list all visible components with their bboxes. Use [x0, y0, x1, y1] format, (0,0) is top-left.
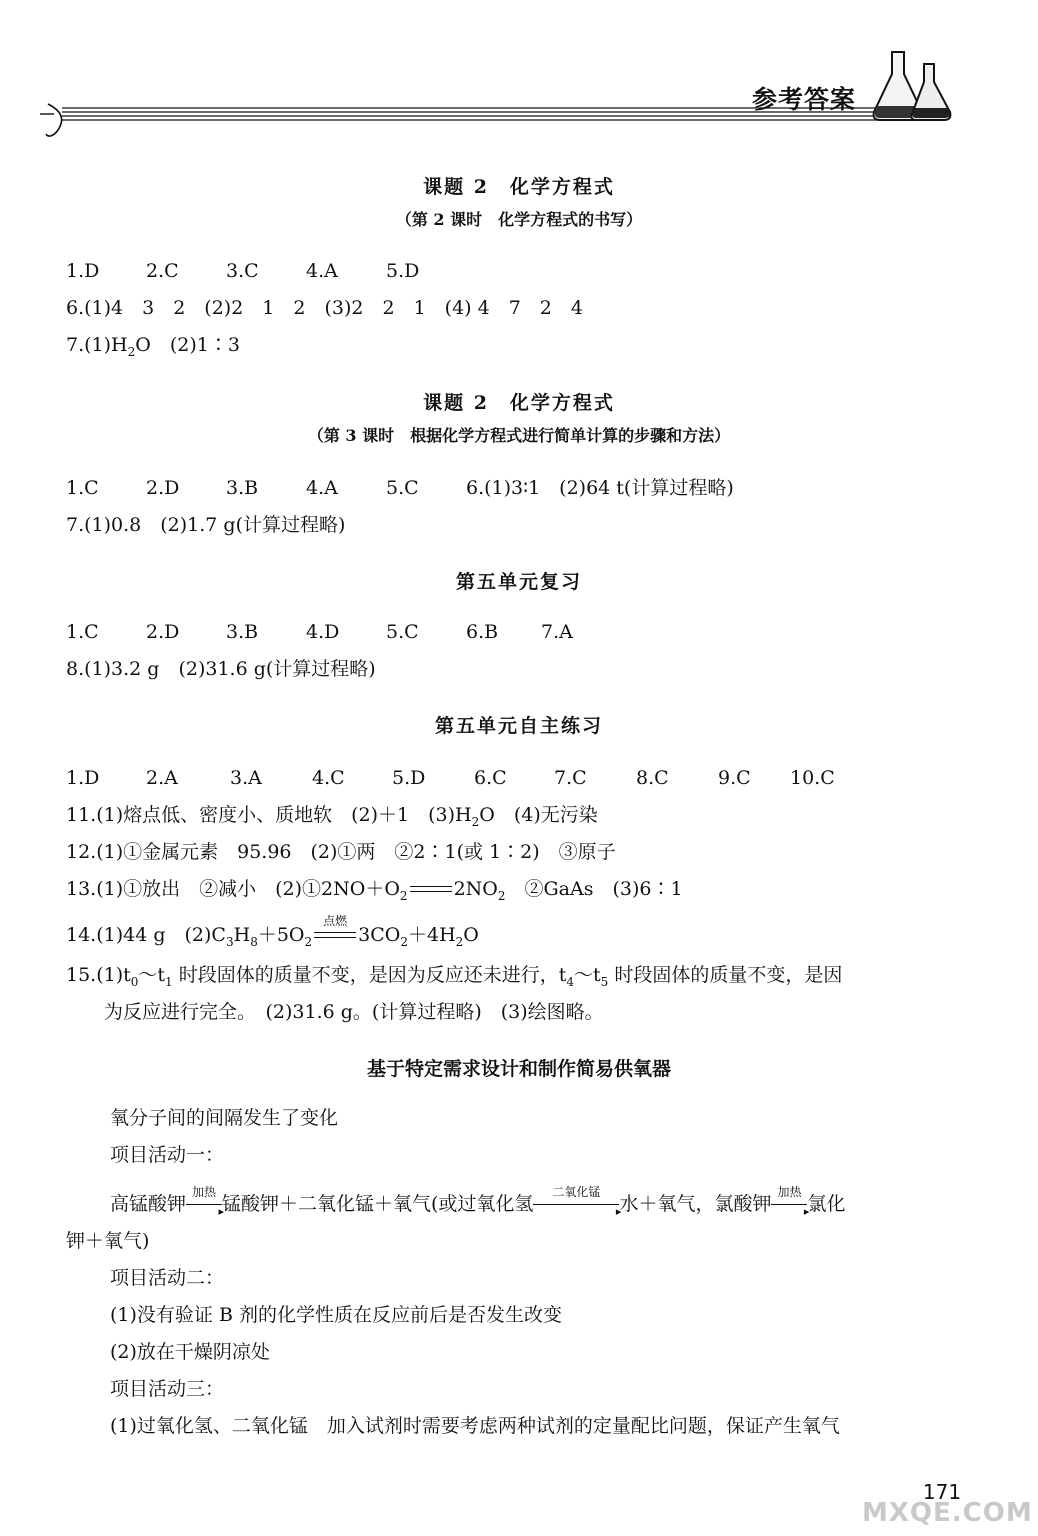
answer-item: 4.A — [306, 260, 338, 282]
answer-row — [66, 257, 966, 285]
section-title: 第五单元自主练习 — [434, 715, 603, 737]
answer-item: 3.B — [226, 477, 259, 499]
answer-item: 1.C — [66, 477, 99, 499]
answer-item: 1.C — [66, 621, 99, 643]
answer-line: 氧分子间的间隔发生了变化 — [110, 1107, 339, 1129]
answer-line: 11.(1)熔点低、密度小、质地软 (2)＋1 $(3)H_2O$ (4)无污染 — [66, 804, 598, 829]
answer-item: 4.A — [306, 477, 338, 499]
answer-item: 3.C — [226, 260, 259, 282]
page-number: 171 — [922, 1480, 962, 1504]
answer-item: 2.D — [146, 621, 180, 643]
answer-line: 项目活动二： — [110, 1267, 225, 1289]
answer-line: 12.(1)①金属元素 95.96 (2)①两 ②2∶1(或 1∶2) ③原子 — [66, 841, 616, 863]
reaction-arrow: 加热 ▸ — [186, 1192, 222, 1212]
answer-line: 8.(1)3.2 g (2)31.6 g(计算过程略) — [66, 658, 376, 680]
flask-icon — [870, 48, 960, 124]
header-title: 参考答案 — [752, 85, 857, 114]
answer-item: 5.D — [392, 767, 426, 789]
answer-item: 6.B — [466, 621, 499, 643]
answer-line: (2)放在干燥阴凉处 — [110, 1341, 270, 1363]
answer-line: 13.(1)①放出 ②减小 $(2)①2NO+O_2$ $2NO_2$ ②GaAs (3)6∶1 — [66, 878, 683, 903]
answer-line: 为反应进行完全。 (2)31.6 g。(计算过程略) (3)绘图略。 — [104, 1001, 604, 1023]
answer-item: 4.C — [312, 767, 345, 789]
answer-item: 3.A — [230, 767, 262, 789]
answer-line: $15.(1)t_0\sim t_1$ 时段固体的质量不变，是因为反应还未进行，$t_4\sim t_5$ 时段固体的质量不变，是因 — [66, 964, 843, 989]
equals-sign — [408, 877, 454, 897]
answer-line: 项目活动一： — [110, 1144, 225, 1166]
answer-item: 2.D — [146, 477, 180, 499]
answer-item: 4.D — [306, 621, 340, 643]
answer-row — [66, 764, 966, 792]
answer-item: 8.C — [636, 767, 669, 789]
answer-item: 7.A — [541, 621, 573, 643]
answer-line: 项目活动三： — [110, 1378, 225, 1400]
reaction-arrow: 二氧化锰 ▸ — [533, 1192, 619, 1212]
answer-item: 10.C — [790, 767, 835, 789]
section-title: 第五单元复习 — [455, 571, 582, 593]
answer-line: 高锰酸钾 加热 ▸ 锰酸钾＋二氧化锰＋氧气(或过氧化氢 二氧化锰 ▸ 水＋氧气，氯酸钾 加热 ▸ 氯化 — [110, 1185, 846, 1218]
section-subtitle: （第 3 课时 根据化学方程式进行简单计算的步骤和方法） — [307, 426, 731, 445]
answer-line: 钾＋氧气) — [66, 1230, 150, 1252]
answer-row — [66, 474, 966, 502]
answer-line: $7.(1)H_2O$ (2)1∶3 — [66, 334, 240, 359]
answer-row — [66, 618, 966, 646]
section-title: 课题 2 化学方程式 — [423, 392, 615, 414]
reaction-equals: 点燃 — [312, 923, 358, 943]
section-subtitle: （第 2 课时 化学方程式的书写） — [395, 210, 643, 229]
answer-line: 14.(1)44 g $(2)C_3H_8+5O_2$ 点燃 $3CO_2+4H_2O$ — [66, 914, 479, 949]
section-title: 课题 2 化学方程式 — [423, 176, 615, 198]
answer-item: 6.(1)3∶1 (2)64 t(计算过程略) — [466, 477, 734, 499]
answer-item: 6.C — [474, 767, 507, 789]
answer-item: 5.D — [386, 260, 420, 282]
answer-item: 2.C — [146, 260, 179, 282]
answer-line: 7.(1)0.8 (2)1.7 g(计算过程略) — [66, 514, 346, 536]
answer-line: (1)过氧化氢、二氧化锰 加入试剂时需要考虑两种试剂的定量配比问题，保证产生氧气 — [110, 1415, 840, 1437]
answer-item: 9.C — [718, 767, 751, 789]
answer-item: 1.D — [66, 260, 100, 282]
answer-item: 7.C — [554, 767, 587, 789]
reaction-arrow: 加热 ▸ — [771, 1192, 807, 1212]
answer-item: 2.A — [146, 767, 178, 789]
answer-item: 5.C — [386, 477, 419, 499]
answer-line: 6.(1)4 3 2 (2)2 1 2 (3)2 2 1 (4) 4 7 2 4 — [66, 297, 583, 319]
section-title: 基于特定需求设计和制作简易供氧器 — [366, 1058, 671, 1080]
answer-line: (1)没有验证 B 剂的化学性质在反应前后是否发生改变 — [110, 1304, 562, 1326]
watermark-logo: MXQE.COM — [862, 1498, 1033, 1528]
page-header — [0, 0, 1038, 150]
answer-item: 5.C — [386, 621, 419, 643]
answer-item: 1.D — [66, 767, 100, 789]
answer-item: 3.B — [226, 621, 259, 643]
